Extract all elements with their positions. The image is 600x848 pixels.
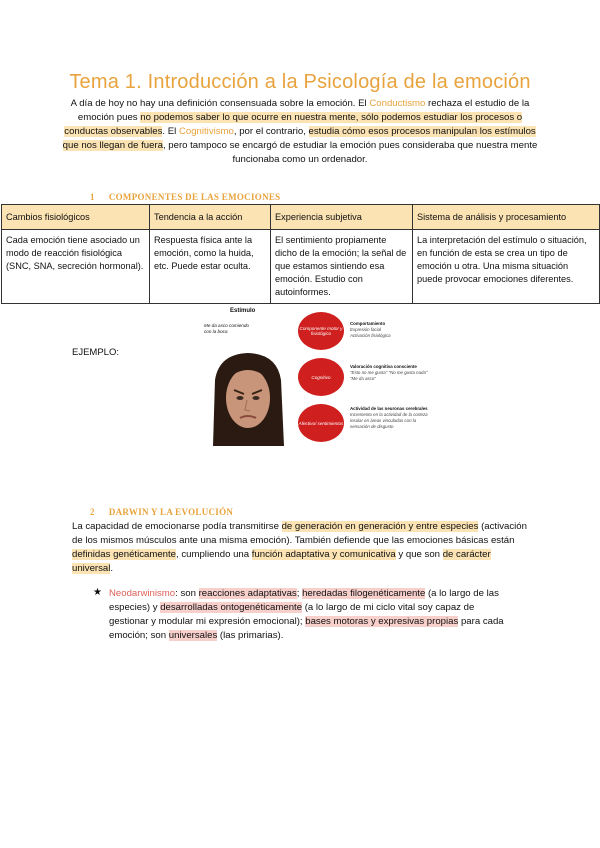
stimulus-text: Me da asco comiendo con la boca [204, 323, 249, 334]
highlight: estudia cómo esos procesos manipulan los estímulos que nos llegan de fuera [62, 126, 536, 151]
stimulus-label: Estímulo [230, 308, 256, 314]
star-icon: ★ [93, 587, 102, 598]
highlight: de carácter universal [72, 549, 491, 574]
highlight: no podemos saber lo que ocurre en nuestra mente, sólo podemos estudiar los procesos o conductas observables [64, 112, 523, 137]
angry-face-photo [207, 350, 289, 446]
highlight: bases motoras y expresivas propias [305, 616, 459, 627]
motor-physiological-circle: Componente motor y fisiológico [298, 312, 344, 350]
highlight: desarrolladas ontogenéticamente [160, 602, 303, 613]
cognitive-description: Valoración cognitiva consciente "Esto no me gusta" "No me gusta nada" "Me da asco" [350, 364, 428, 381]
page-title: Tema 1. Introducción a la Psicología de la emoción [69, 71, 531, 93]
highlight: universales [168, 630, 218, 641]
highlight: definidas genéticamente [72, 549, 177, 560]
table-row [2, 230, 600, 304]
components-table [1, 204, 600, 304]
affective-description: Actividad de las neuronas cerebrales Incremento en la actividad de la corteza insular en áreas vinculadas con la sensación de disgusto [350, 406, 428, 429]
motor-description: Comportamiento Expresión facial Activación fisiológica [350, 321, 391, 338]
section-heading-1: 1 COMPONENTES DE LAS EMOCIONES [90, 192, 281, 202]
highlight: función adaptativa y comunicativa [251, 549, 396, 560]
affective-circle: Afectivo/ sentimientos [298, 404, 344, 442]
table-header: Cambios fisiológicos [2, 205, 150, 230]
table-cell: Respuesta física ante la emoción, como la huida, etc. Puede estar oculta. [150, 230, 271, 304]
darwin-paragraph: La capacidad de emocionarse podía transmitirse de generación en generación y entre especies (activación de los mismos músculos ante una misma emoción). También defiende que las emociones básicas están definidas genéticamente, cumpliendo una función adaptativa y comunicativa y que son de carácter universal. [72, 521, 527, 574]
cognitive-circle: Cognitivo [298, 358, 344, 396]
table-header: Tendencia a la acción [150, 205, 271, 230]
highlight: heredadas filogenéticamente [302, 588, 426, 599]
highlight: de generación en generación y entre especies [281, 521, 479, 532]
highlight: reacciones adaptativas [198, 588, 297, 599]
table-header: Experiencia subjetiva [271, 205, 413, 230]
table-header-row [2, 205, 600, 230]
table-cell: La interpretación del estímulo o situación, en función de esta se crea un tipo de emoción u otra. Una misma situación puede provocar emociones diferentes. [413, 230, 600, 304]
table-header: Sistema de análisis y procesamiento [413, 205, 600, 230]
intro-paragraph: A día de hoy no hay una definición consensuada sobre la emoción. El Conductismo rechaza el estudio de la emoción pues no podemos saber lo que ocurre en nuestra mente, sólo podemos estudiar los procesos o conductas observables. El Cognitivismo, por el contrario, estudia cómo esos procesos manipulan los estímulos que nos llegan de fuera, pero tampoco se encargó de estudiar la emoción pues consideraba que nuestra mente funcionaba como un ordenador. [62, 98, 538, 165]
emotion-diagram [195, 308, 430, 448]
section-heading-2: 2 DARWIN Y LA EVOLUCIÓN [90, 507, 234, 517]
conductismo-term: Conductismo [369, 98, 426, 109]
example-label: EJEMPLO: [72, 347, 119, 358]
table-cell: El sentimiento propiamente dicho de la emoción; la señal de que estamos sintiendo esa emoción. Estudio con autoinformes. [271, 230, 413, 304]
table-cell: Cada emoción tiene asociado un modo de reacción fisiológica (SNC, SNA, secreción hormonal). [2, 230, 150, 304]
cognitivismo-term: Cognitivismo [178, 126, 234, 137]
neodarwinismo-term: Neodarwinismo [109, 588, 176, 599]
neodarwinismo-paragraph: Neodarwinismo: son reacciones adaptativas; heredadas filogenéticamente (a lo largo de las especies) y desarrolladas ontogenéticamente (a lo largo de mi ciclo vital soy capaz de gestionar y modular mi expresión emocional); bases motoras y expresivas propias para cada emoción; son universales (las primarias). [109, 588, 504, 641]
